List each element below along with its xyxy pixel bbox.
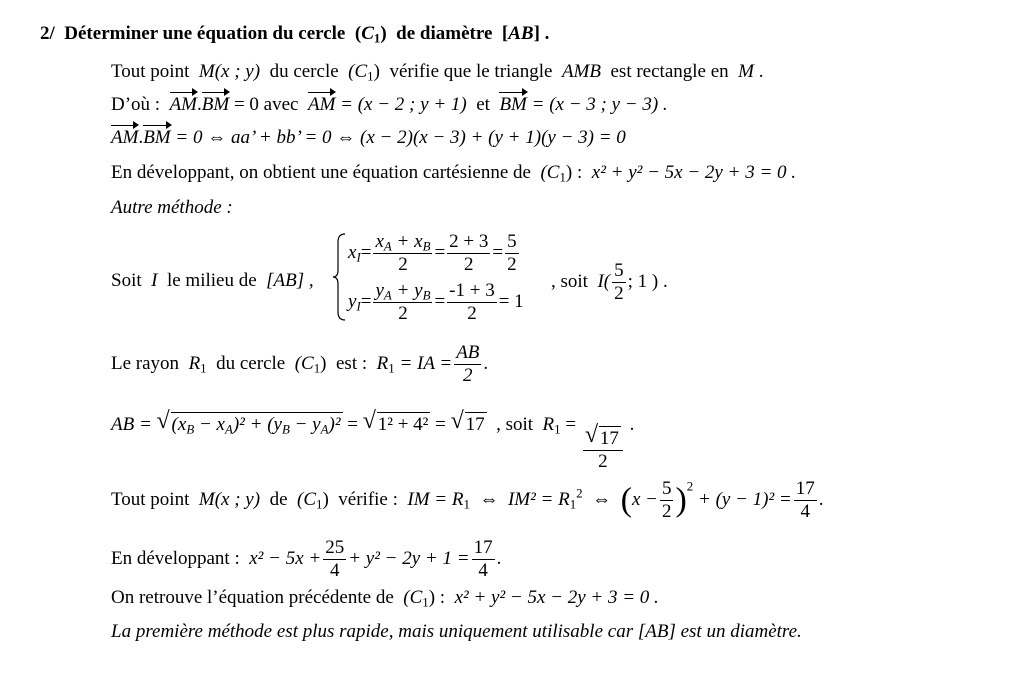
rad: 1² + 4² — [377, 414, 429, 435]
x-minus: x − — [631, 488, 658, 510]
heading-end: . — [544, 23, 550, 44]
fraction — [447, 281, 497, 324]
sub: 1 — [569, 496, 577, 512]
sqrt-1: √ $(x_B - x_A)^2 + (y_B - y_A)^2$ — [156, 408, 341, 437]
point-m: M — [198, 61, 215, 82]
text: de — [269, 488, 288, 510]
part: )² — [328, 414, 341, 435]
text: du cercle — [269, 61, 339, 82]
circle-sub: 1 — [367, 68, 374, 84]
heading-circle-sub: 1 — [373, 30, 381, 46]
fraction — [472, 538, 495, 581]
midpoint-intro — [111, 271, 314, 290]
sub: 1 — [200, 360, 207, 376]
text: est : — [336, 352, 368, 374]
x-a: x — [375, 231, 384, 252]
part: − x — [194, 414, 225, 435]
circle-label: (C — [294, 352, 314, 374]
heading-text: Déterminer une équation du cercle — [64, 23, 346, 44]
den: 2 — [463, 364, 473, 386]
den: 4 — [329, 559, 340, 581]
fraction — [373, 281, 432, 324]
equivalence-chain: = 0 ⇔ aa’ + bb’ = 0 ⇔ (x − 2)(x − 3) + (y + 1)(y − 3) = 0 — [175, 127, 626, 148]
ab-lhs: AB = — [111, 414, 152, 435]
text: On retrouve l’équation précédente de — [111, 587, 394, 608]
den: 2 — [467, 302, 477, 324]
text: = 0 avec — [233, 94, 299, 115]
point-m: M(x ; y) — [198, 488, 261, 510]
radius: R — [376, 352, 389, 374]
paren: ) — [373, 61, 380, 82]
vector-am: AM — [111, 127, 139, 148]
triangle-amb: AMB — [561, 61, 601, 82]
heading-mid: de diamètre — [396, 23, 493, 44]
eq: = — [565, 414, 577, 435]
sub: 1 — [463, 496, 470, 512]
sub: A — [224, 421, 233, 437]
y-coordinate-line: $y_I=$ $\frac{y_A + y_B}{2}$ = $\frac{-1 + 3}{2}$ = 1 — [348, 280, 524, 324]
line-right-triangle — [111, 61, 764, 84]
sub: I — [356, 249, 361, 265]
text: . — [818, 488, 824, 510]
sup: 2 — [576, 485, 583, 501]
x-i: x — [348, 241, 357, 263]
fraction — [447, 232, 490, 275]
den: 2 — [398, 253, 408, 275]
x-coordinate-line: $x_I=$ $\frac{x_A + x_B}{2}$ = $\frac{2 + 3}{2}$ = $\frac{5}{2}$ — [348, 231, 517, 275]
num: 17 — [795, 478, 815, 499]
text: Le rayon — [111, 352, 180, 374]
num: 5 — [614, 260, 624, 281]
sub: 1 — [316, 496, 323, 512]
dot: . — [138, 127, 144, 148]
text: . — [483, 352, 489, 374]
den: 2 — [507, 253, 517, 275]
text: Tout point — [111, 61, 190, 82]
equation: = IA = — [399, 352, 453, 374]
num: 25 — [325, 537, 345, 558]
sub: 1 — [388, 360, 395, 376]
part: − y — [289, 414, 321, 435]
line-cartesian — [111, 162, 797, 185]
sub: A — [383, 238, 392, 254]
point-m-coords: (x ; y) — [214, 61, 261, 82]
vector-am: AM — [169, 94, 198, 115]
text: le milieu de — [166, 270, 257, 291]
rad: 17 — [465, 414, 485, 435]
eq: IM = R — [407, 488, 464, 510]
paren: ) — [320, 352, 327, 374]
sub: I — [356, 298, 361, 314]
text: vérifie : — [338, 488, 398, 510]
fraction — [660, 479, 674, 522]
paren: ) — [322, 488, 329, 510]
line-vectors — [111, 95, 668, 114]
eq: = — [347, 414, 359, 435]
den: 4 — [478, 559, 488, 581]
den: 2 — [398, 302, 408, 324]
result: = 1 — [498, 290, 524, 312]
sub: B — [422, 287, 431, 303]
circle-sub: 1 — [559, 169, 566, 185]
text: Soit — [111, 270, 142, 291]
part: (x — [171, 414, 187, 435]
circle-point-line: Tout point M(x ; y) de $(C_1)$ vérifie : IM = $R_1$ ⇔ $IM^2 = R_1^2$ ⇔ (x − $\frac{5}{2}$ )$^2$ + (y − 1)² = $\frac{17}{4}$ . — [111, 478, 824, 522]
den: 2 — [598, 450, 608, 472]
den: 2 — [464, 253, 474, 275]
y-term: + (y − 1)² = — [698, 488, 792, 510]
conclusion: La première méthode est plus rapide, mais uniquement utilisable car [AB] est un diamètre. — [111, 621, 802, 642]
text: D’où : — [111, 94, 161, 115]
paren: ) : — [565, 162, 583, 183]
num: 2 + 3 — [449, 231, 489, 252]
plus-x: + x — [391, 231, 423, 252]
heading-circle: C — [361, 23, 374, 44]
text: , soit — [551, 270, 588, 292]
y-a: y — [375, 280, 384, 301]
plus-y: + y — [391, 280, 423, 301]
sub: 1 — [422, 594, 429, 610]
radius-line — [111, 343, 488, 386]
text: du cercle — [216, 352, 286, 374]
heading-number: 2/ — [40, 23, 55, 44]
num: 17 — [599, 428, 619, 449]
text: En développant : — [111, 547, 240, 569]
fraction — [505, 232, 519, 275]
sub: A — [383, 287, 392, 303]
fraction — [323, 538, 346, 581]
den: 2 — [614, 282, 624, 304]
eq: IM² = R — [507, 488, 570, 510]
vector-bm: BM — [499, 94, 527, 115]
fraction — [373, 232, 432, 275]
part: )² + (y — [232, 414, 282, 435]
radius: R — [188, 352, 201, 374]
fraction: √ 17 2 — [583, 426, 623, 472]
fraction — [794, 479, 817, 522]
section-heading: 2/ Déterminer une équation du cercle $(C_1)$ de diamètre [AB] . — [40, 23, 550, 46]
sqrt-3: √ 17 — [450, 408, 485, 435]
den: 4 — [800, 500, 810, 522]
sub: B — [281, 421, 290, 437]
circle-label: (C — [403, 587, 423, 608]
den: 2 — [661, 500, 672, 522]
text: . — [496, 547, 502, 569]
text: Tout point — [111, 488, 190, 510]
point-i: I — [151, 270, 158, 291]
text: ; 1 ) . — [627, 270, 668, 292]
point-i: I( — [597, 270, 611, 292]
num: -1 + 3 — [449, 280, 495, 301]
line-scalar-product — [111, 128, 626, 147]
radius: R — [542, 414, 555, 435]
sub: B — [422, 238, 431, 254]
left-brace — [331, 232, 347, 322]
expand-line — [111, 538, 501, 581]
text: et — [476, 94, 490, 115]
expr: + y² − 2y + 1 = — [348, 547, 470, 569]
other-method-label: Autre méthode : — [111, 197, 233, 218]
sup: 2 — [686, 478, 694, 494]
num: AB — [456, 342, 480, 363]
circle-equation: x² + y² − 5x − 2y + 3 = 0 . — [454, 587, 659, 608]
y-i: y — [348, 290, 357, 312]
distance-line — [111, 408, 635, 472]
recover-line — [111, 587, 659, 610]
segment-ab: [AB] , — [266, 270, 314, 291]
num: 5 — [661, 478, 672, 499]
vector-bm: BM — [201, 94, 230, 115]
expr: x² − 5x + — [249, 547, 322, 569]
vector-bm: BM — [143, 127, 171, 148]
num: 5 — [507, 231, 517, 252]
circle-equation: x² + y² − 5x − 2y + 3 = 0 . — [591, 162, 797, 183]
sub: 1 — [313, 360, 321, 376]
paren: ) : — [428, 587, 446, 608]
dot: . — [197, 94, 202, 115]
sub: B — [186, 421, 195, 437]
vector-am-coords: = (x − 2 ; y + 1) — [340, 94, 467, 115]
equiv: ⇔ — [479, 488, 499, 510]
circle-label: (C — [297, 488, 316, 510]
heading-ab: AB — [508, 23, 534, 44]
text: vérifie que le triangle — [389, 61, 553, 82]
text: . — [758, 61, 764, 82]
circle-label: (C — [540, 162, 560, 183]
text: est rectangle en — [610, 61, 729, 82]
vector-am: AM — [307, 94, 336, 115]
eq: = — [435, 414, 446, 435]
sub: 1 — [554, 421, 561, 437]
point-m: M — [738, 61, 754, 82]
midpoint-result — [551, 261, 668, 304]
fraction — [612, 261, 626, 304]
sub: A — [320, 421, 329, 437]
vector-bm-coords: = (x − 3 ; y − 3) . — [531, 94, 668, 115]
circle-label: (C — [348, 61, 368, 82]
sqrt-2: √ 1² + 4² — [362, 408, 429, 435]
equiv: ⇔ — [592, 488, 612, 510]
text: , soit — [496, 414, 534, 435]
num: 17 — [473, 537, 493, 558]
text: En développant, on obtient une équation cartésienne de — [111, 162, 531, 183]
fraction — [454, 343, 481, 386]
text: . — [629, 414, 635, 435]
